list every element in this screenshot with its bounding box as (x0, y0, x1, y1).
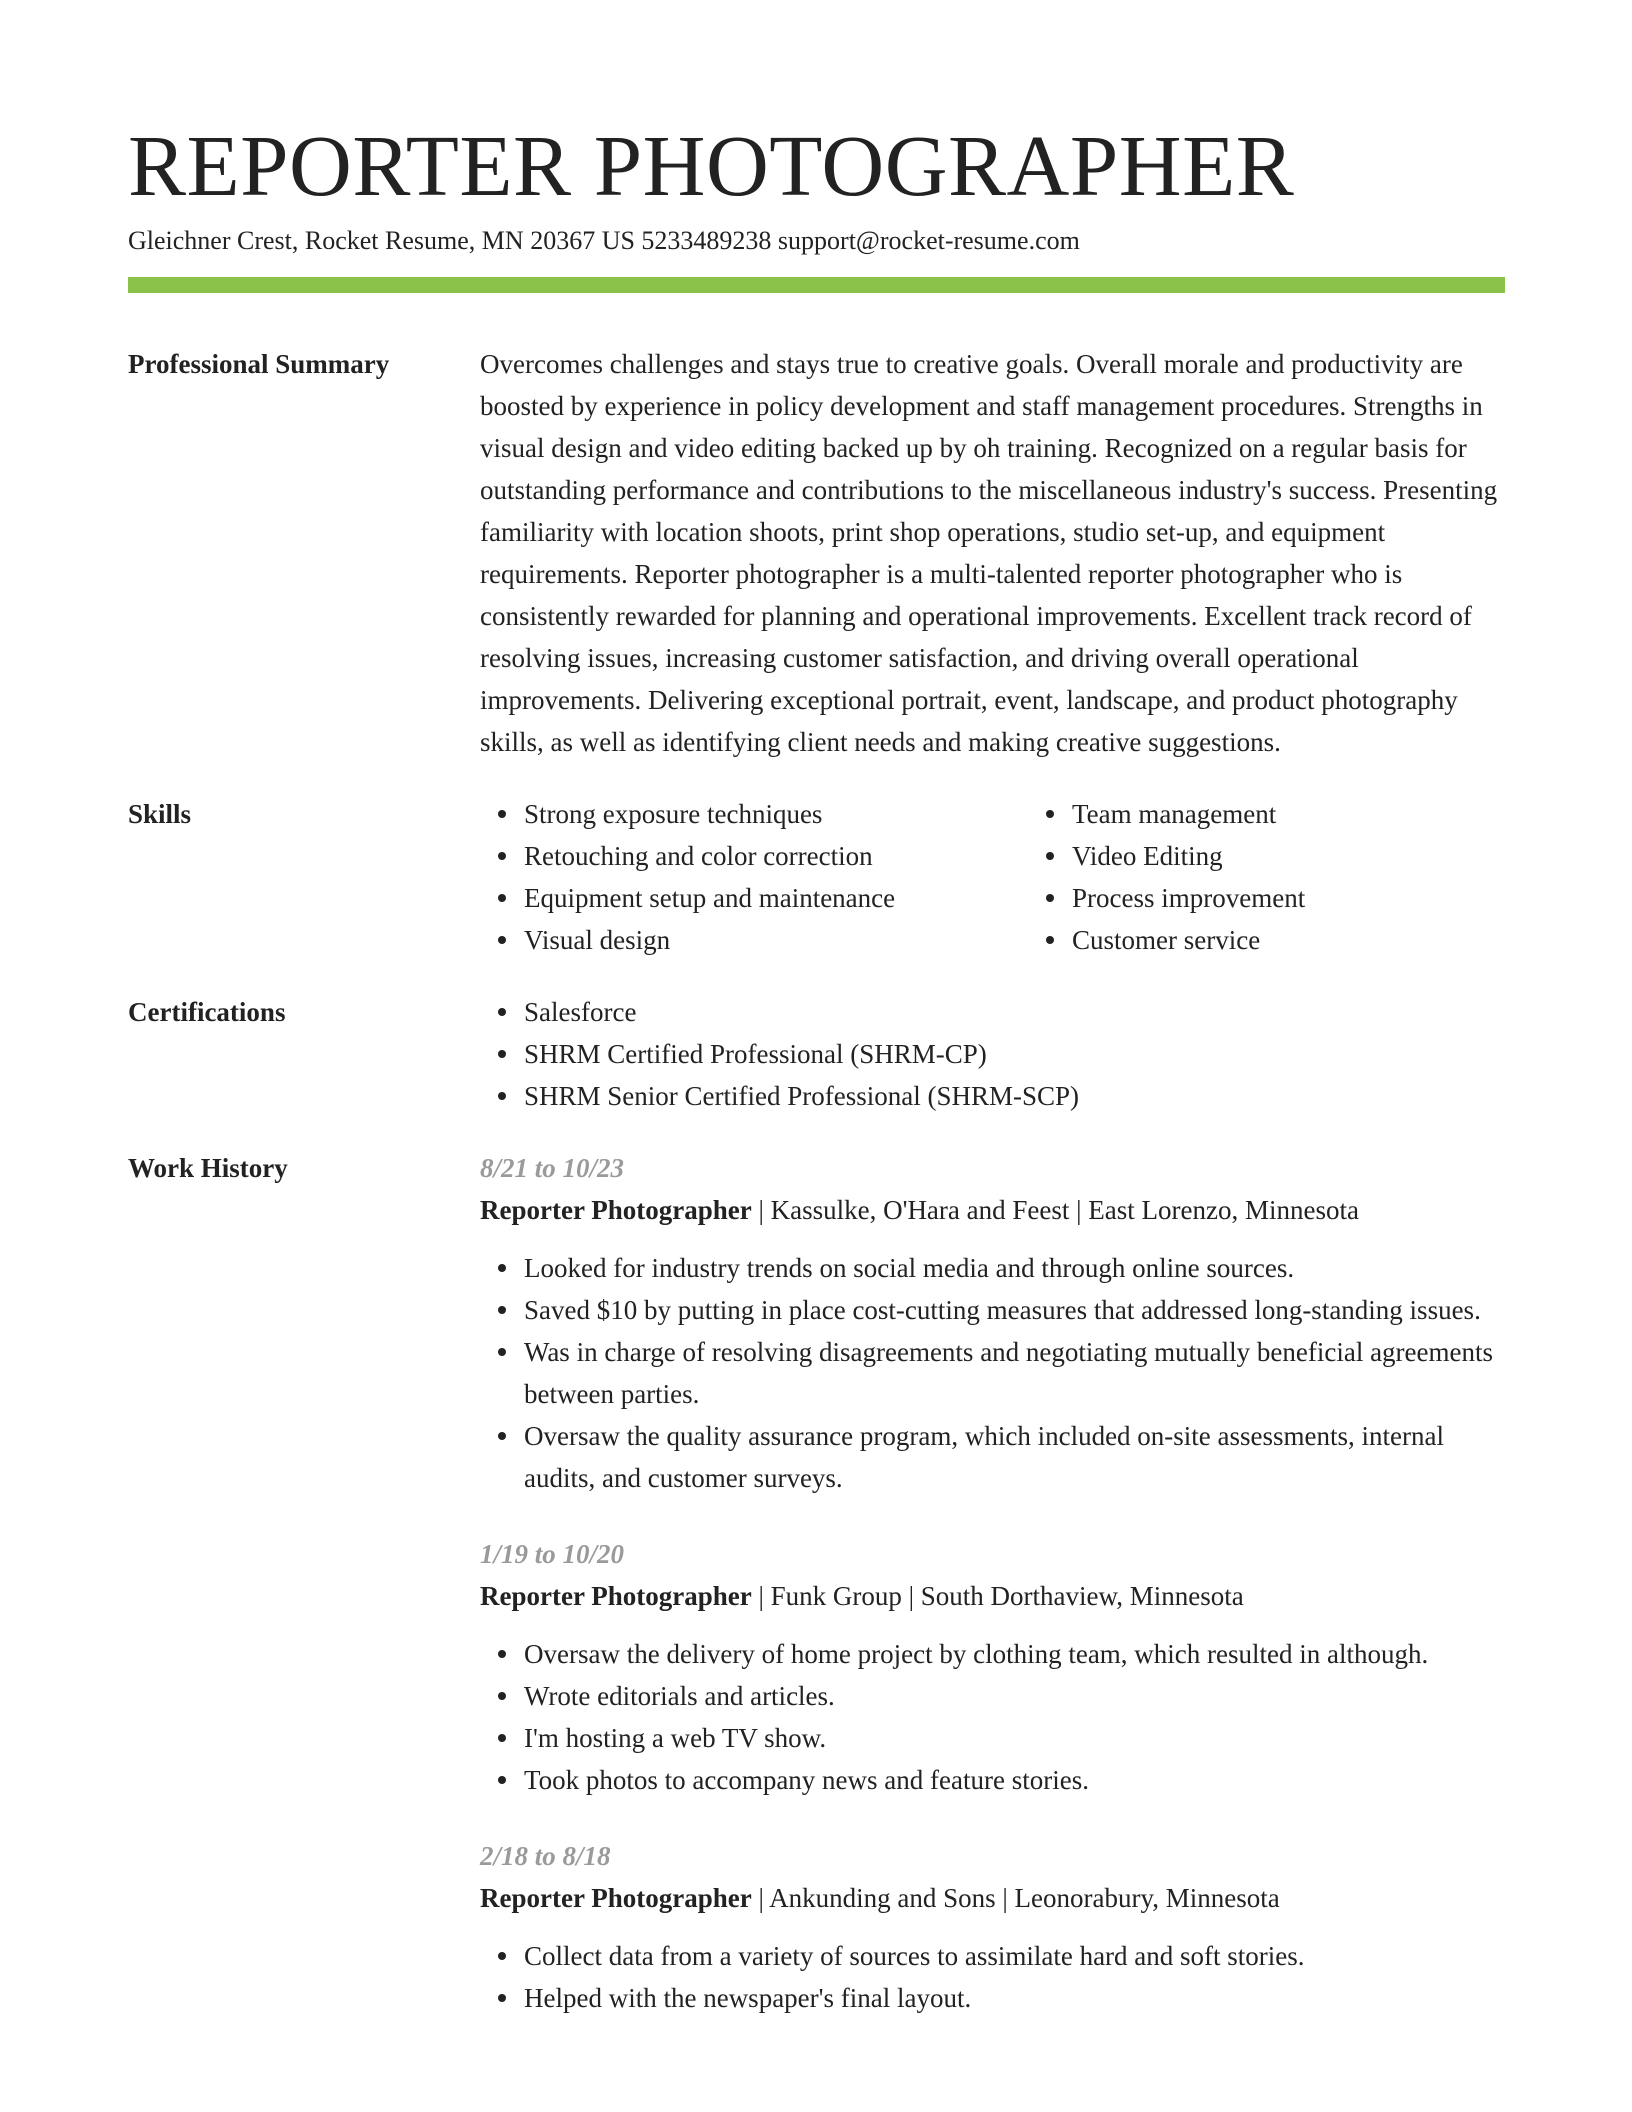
skill-item: Process improvement (1072, 877, 1576, 919)
summary-text: Overcomes challenges and stays true to creative goals. Overall morale and productivity are boosted by experience in policy development and staff management procedures. Strengths in visual design and video editing backed up by oh training. Recognized on a regular basis for outstanding performance and contributions to the miscellaneous industry's success. Presenting familiarity with location shoots, print shop operations, studio set-up, and equipment requirements. Reporter photographer is a multi-talented reporter photographer who is consistently rewarded for planning and operational improvements. Excellent track record of resolving issues, increasing customer satisfaction, and driving overall operational improvements. Delivering exceptional portrait, event, landscape, and product photography skills, as well as identifying client needs and making creative suggestions. (480, 349, 1498, 758)
skills-list-right (1028, 793, 1576, 961)
job-bullet: Helped with the newspaper's final layout. (524, 1977, 1505, 2019)
job-dates: 8/21 to 10/23 (480, 1153, 625, 1184)
job-entry (480, 1147, 1505, 1499)
skill-item: Strong exposure techniques (524, 793, 1028, 835)
job-dates: 1/19 to 10/20 (480, 1539, 625, 1570)
certification-item: Salesforce (524, 991, 1505, 1033)
job-bullet: Looked for industry trends on social media and through online sources. (524, 1247, 1505, 1289)
job-bullet: Took photos to accompany news and feature stories. (524, 1759, 1505, 1801)
skill-item: Video Editing (1072, 835, 1576, 877)
job-details: | Kassulke, O'Hara and Feest | East Lorenzo, Minnesota (751, 1195, 1359, 1226)
contact-line: Gleichner Crest, Rocket Resume, MN 20367 US 5233489238 support@rocket-resume.com (128, 225, 1080, 255)
job-title: Reporter Photographer (480, 1195, 752, 1226)
job-dates: 2/18 to 8/18 (480, 1841, 611, 1872)
section-label-summary: Professional Summary (128, 349, 390, 380)
certifications-section (128, 991, 1505, 1117)
skill-item: Equipment setup and maintenance (524, 877, 1028, 919)
work-history-section (128, 1147, 1505, 2019)
skill-item: Retouching and color correction (524, 835, 1028, 877)
skill-item: Team management (1072, 793, 1576, 835)
certification-item: SHRM Senior Certified Professional (SHRM-SCP) (524, 1075, 1505, 1117)
job-heading (480, 1189, 1505, 1231)
job-title: Reporter Photographer (480, 1883, 752, 1914)
job-details: | Funk Group | South Dorthaview, Minnesota (751, 1581, 1244, 1612)
job-entry (480, 1533, 1505, 1801)
job-bullets (480, 1935, 1505, 2019)
job-heading (480, 1575, 1505, 1617)
job-title: Reporter Photographer (480, 1581, 752, 1612)
job-bullet: Saved $10 by putting in place cost-cutting measures that addressed long-standing issues. (524, 1289, 1505, 1331)
skills-section (128, 793, 1505, 961)
header-divider (128, 277, 1505, 293)
certification-item: SHRM Certified Professional (SHRM-CP) (524, 1033, 1505, 1075)
skill-item: Customer service (1072, 919, 1576, 961)
certifications-list (480, 991, 1505, 1117)
job-bullet: Oversaw the delivery of home project by clothing team, which resulted in although. (524, 1633, 1505, 1675)
job-heading (480, 1877, 1505, 1919)
job-bullets (480, 1247, 1505, 1499)
section-label-certifications: Certifications (128, 997, 286, 1028)
job-bullet: Collect data from a variety of sources to assimilate hard and soft stories. (524, 1935, 1505, 1977)
job-bullet: Oversaw the quality assurance program, which included on-site assessments, internal audits, and customer surveys. (524, 1415, 1505, 1499)
job-bullet: Was in charge of resolving disagreements and negotiating mutually beneficial agreements between parties. (524, 1331, 1505, 1415)
section-label-skills: Skills (128, 799, 192, 830)
job-entry (480, 1835, 1505, 2019)
job-bullet: Wrote editorials and articles. (524, 1675, 1505, 1717)
resume-name: REPORTER PHOTOGRAPHER (128, 117, 1295, 214)
section-label-work-history: Work History (128, 1153, 288, 1184)
job-bullets (480, 1633, 1505, 1801)
skill-item: Visual design (524, 919, 1028, 961)
job-bullet: I'm hosting a web TV show. (524, 1717, 1505, 1759)
skills-list-left (480, 793, 1028, 961)
job-details: | Ankunding and Sons | Leonorabury, Minnesota (751, 1883, 1280, 1914)
summary-section (128, 343, 1505, 763)
